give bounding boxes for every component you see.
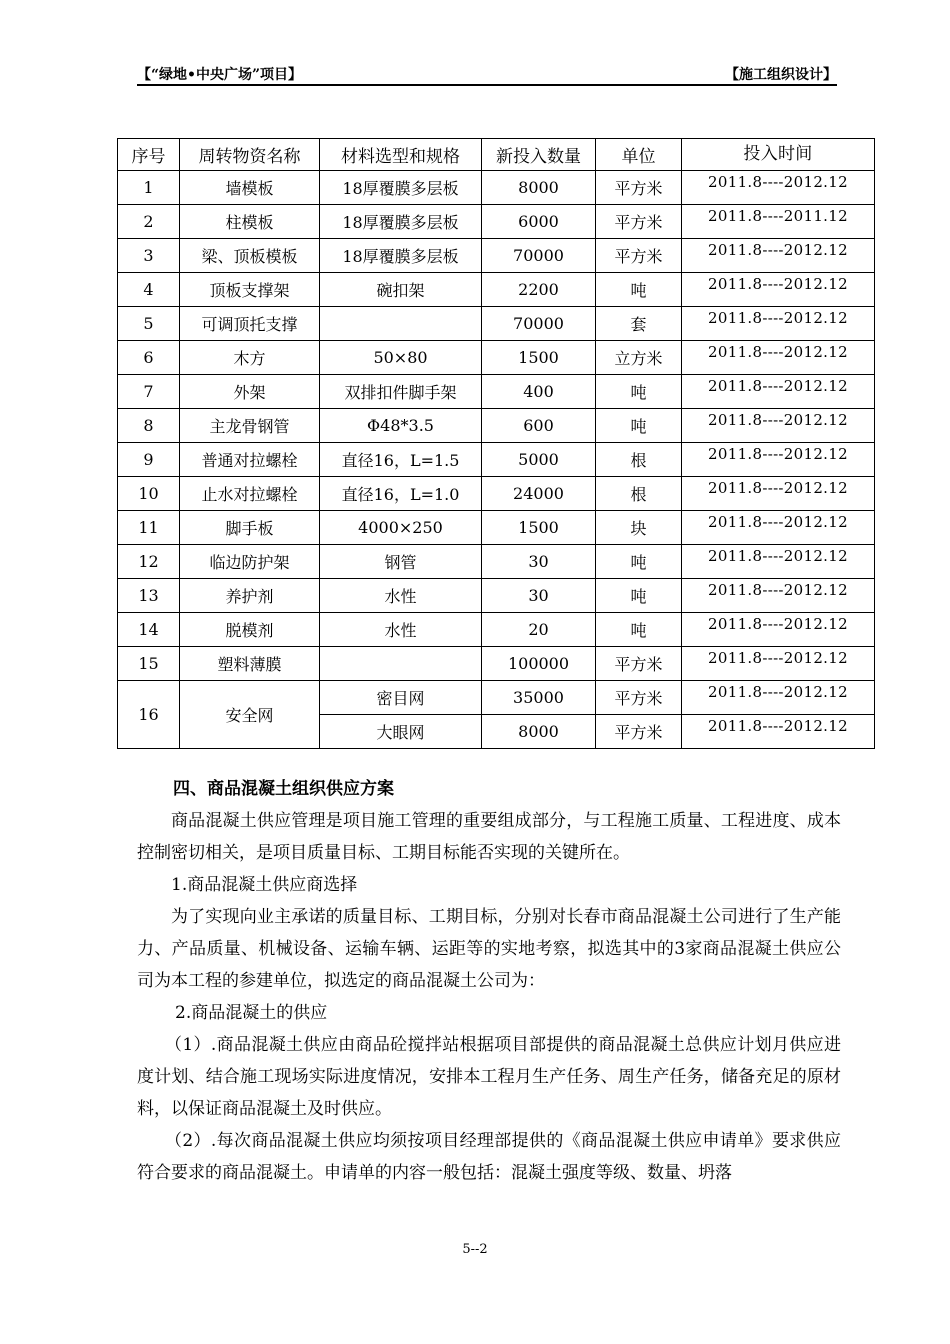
header-document-type: 【施工组织设计】 [725,67,837,83]
cell-name: 脚手板 [180,511,320,545]
cell-name: 养护剂 [180,579,320,613]
cell-spec: 4000×250 [320,511,482,545]
cell-unit: 吨 [596,409,682,443]
cell-spec: 直径16，L=1.5 [320,443,482,477]
col-header-name: 周转物资名称 [180,139,320,171]
cell-no: 4 [118,273,180,307]
cell-qty: 1500 [482,341,596,375]
cell-no: 8 [118,409,180,443]
table-row [118,307,875,341]
cell-qty: 70000 [482,307,596,341]
table-row [118,579,875,613]
cell-spec: 50×80 [320,341,482,375]
cell-time: 2011.8----2012.12 [682,239,875,273]
cell-no: 5 [118,307,180,341]
cell-qty: 35000 [482,681,596,715]
cell-no: 13 [118,579,180,613]
cell-name: 墙模板 [180,171,320,205]
cell-unit: 块 [596,511,682,545]
cell-qty: 8000 [482,715,596,749]
cell-name: 可调顶托支撑 [180,307,320,341]
cell-time: 2011.8----2012.12 [682,307,875,341]
cell-qty: 600 [482,409,596,443]
cell-spec [320,307,482,341]
table-row [118,443,875,477]
cell-qty: 20 [482,613,596,647]
col-header-unit: 单位 [596,139,682,171]
cell-no: 16 [118,681,180,749]
cell-unit: 根 [596,477,682,511]
subheading: 2.商品混凝土的供应 [175,1003,328,1023]
cell-time: 2011.8----2012.12 [682,341,875,375]
cell-spec: 18厚覆膜多层板 [320,171,482,205]
col-header-qty: 新投入数量 [482,139,596,171]
cell-name: 临边防护架 [180,545,320,579]
table-row [118,681,875,715]
cell-qty: 5000 [482,443,596,477]
page-header [137,62,837,86]
cell-time: 2011.8----2012.12 [682,375,875,409]
cell-qty: 30 [482,545,596,579]
table-row [118,545,875,579]
cell-qty: 100000 [482,647,596,681]
page-number: 5--2 [462,1242,488,1257]
cell-spec: 18厚覆膜多层板 [320,239,482,273]
paragraph: （2）.每次商品混凝土供应均须按项目经理部提供的《商品混凝土供应申请单》要求供应符合要求的商品混凝土。申请单的内容一般包括：混凝土强度等级、数量、坍落 [137,1131,841,1183]
cell-qty: 24000 [482,477,596,511]
cell-name: 脱模剂 [180,613,320,647]
col-header-spec: 材料选型和规格 [320,139,482,171]
cell-qty: 30 [482,579,596,613]
table-row [118,613,875,647]
cell-time: 2011.8----2012.12 [682,579,875,613]
cell-unit: 吨 [596,375,682,409]
table-row [118,477,875,511]
cell-time: 2011.8----2012.12 [682,545,875,579]
paragraph: 商品混凝土供应管理是项目施工管理的重要组成部分，与工程施工质量、工程进度、成本控制密切相关，是项目质量目标、工期目标能否实现的关键所在。 [137,811,841,863]
cell-no: 10 [118,477,180,511]
cell-name: 主龙骨钢管 [180,409,320,443]
col-header-time: 投入时间 [682,139,875,171]
table-row [118,409,875,443]
cell-no: 6 [118,341,180,375]
cell-spec: 碗扣架 [320,273,482,307]
cell-qty: 400 [482,375,596,409]
cell-unit: 立方米 [596,341,682,375]
cell-time: 2011.8----2012.12 [682,409,875,443]
table-row [118,205,875,239]
cell-time: 2011.8----2012.12 [682,647,875,681]
cell-unit: 平方米 [596,647,682,681]
cell-spec: 直径16，L=1.0 [320,477,482,511]
cell-unit: 平方米 [596,715,682,749]
cell-spec: 水性 [320,579,482,613]
cell-unit: 根 [596,443,682,477]
section-title: 四、商品混凝土组织供应方案 [173,779,394,799]
cell-unit: 平方米 [596,681,682,715]
cell-name: 塑料薄膜 [180,647,320,681]
cell-time: 2011.8----2012.12 [682,681,875,715]
cell-unit: 吨 [596,613,682,647]
cell-no: 11 [118,511,180,545]
cell-unit: 平方米 [596,239,682,273]
cell-spec: 18厚覆膜多层板 [320,205,482,239]
cell-spec: 水性 [320,613,482,647]
cell-name: 柱模板 [180,205,320,239]
cell-name: 梁、顶板模板 [180,239,320,273]
cell-no: 2 [118,205,180,239]
cell-unit: 吨 [596,273,682,307]
cell-unit: 吨 [596,545,682,579]
table-row [118,341,875,375]
cell-time: 2011.8----2011.12 [682,205,875,239]
cell-spec: 大眼网 [320,715,482,749]
table-row [118,647,875,681]
cell-spec: 密目网 [320,681,482,715]
cell-qty: 70000 [482,239,596,273]
cell-no: 3 [118,239,180,273]
paragraph: （1）.商品混凝土供应由商品砼搅拌站根据项目部提供的商品混凝土总供应计划月供应进度计划、结合施工现场实际进度情况，安排本工程月生产任务、周生产任务，储备充足的原材料，以保证商品混凝土及时供应。 [137,1035,841,1119]
cell-spec [320,647,482,681]
cell-no: 1 [118,171,180,205]
cell-qty: 2200 [482,273,596,307]
cell-no: 9 [118,443,180,477]
cell-no: 12 [118,545,180,579]
cell-spec: 双排扣件脚手架 [320,375,482,409]
cell-qty: 8000 [482,171,596,205]
cell-unit: 平方米 [596,171,682,205]
cell-spec: Φ48*3.5 [320,409,482,443]
table-header-row [118,139,875,171]
cell-name: 顶板支撑架 [180,273,320,307]
cell-time: 2011.8----2012.12 [682,477,875,511]
cell-time: 2011.8----2012.12 [682,613,875,647]
cell-no: 15 [118,647,180,681]
cell-spec: 钢管 [320,545,482,579]
cell-time: 2011.8----2012.12 [682,273,875,307]
col-header-no: 序号 [118,139,180,171]
cell-no: 14 [118,613,180,647]
cell-qty: 1500 [482,511,596,545]
cell-name: 木方 [180,341,320,375]
table-row [118,171,875,205]
table-row [118,239,875,273]
body-text [137,773,841,1189]
header-project-title: 【“绿地•中央广场”项目】 [137,67,303,83]
cell-no: 7 [118,375,180,409]
cell-time: 2011.8----2012.12 [682,511,875,545]
table-row [118,375,875,409]
cell-name: 外架 [180,375,320,409]
subheading: 1.商品混凝土供应商选择 [171,875,358,895]
table-row [118,273,875,307]
cell-time: 2011.8----2012.12 [682,715,875,749]
materials-table [117,138,875,749]
cell-unit: 平方米 [596,205,682,239]
cell-name: 止水对拉螺栓 [180,477,320,511]
table-row [118,511,875,545]
cell-time: 2011.8----2012.12 [682,443,875,477]
cell-name: 安全网 [180,681,320,749]
paragraph: 为了实现向业主承诺的质量目标、工期目标，分别对长春市商品混凝土公司进行了生产能力、产品质量、机械设备、运输车辆、运距等的实地考察，拟选其中的3家商品混凝土供应公司为本工程的参建单位，拟选定的商品混凝土公司为： [137,907,841,991]
cell-qty: 6000 [482,205,596,239]
cell-name: 普通对拉螺栓 [180,443,320,477]
cell-unit: 吨 [596,579,682,613]
cell-unit: 套 [596,307,682,341]
cell-time: 2011.8----2012.12 [682,171,875,205]
